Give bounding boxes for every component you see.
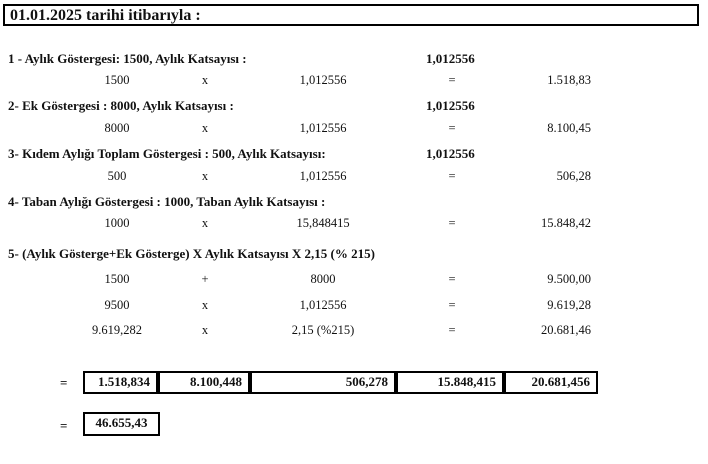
total-cell-3: 506,278 — [250, 371, 396, 394]
section-3-row-1-operand-b: 1,012556 — [299, 169, 347, 183]
section-2-coefficient: 1,012556 — [426, 98, 475, 113]
section-5-row-2-operator: x — [201, 298, 209, 312]
section-1-row-1-result: 1.518,83 — [547, 73, 591, 87]
section-5-row-3-operand-a: 9.619,282 — [92, 323, 142, 337]
section-2-title: 2- Ek Göstergesi : 8000, Aylık Katsayısı : — [8, 98, 234, 113]
section-5-row-3-result: 20.681,46 — [541, 323, 591, 337]
total-cell-4: 15.848,415 — [396, 371, 504, 394]
section-5-row-1-result: 9.500,00 — [547, 272, 591, 286]
section-4-row-1-equals: = — [448, 216, 456, 230]
total-cell-1: 1.518,834 — [83, 371, 158, 394]
section-1-row-1-operand-b: 1,012556 — [299, 73, 347, 87]
section-1-row-1-operator: x — [201, 73, 209, 87]
section-5-row-1-operand-a: 1500 — [104, 272, 130, 286]
section-4-row-1-operand-a: 1000 — [104, 216, 130, 230]
section-5-row-1-operator: + — [201, 272, 209, 286]
section-2-row-1-result: 8.100,45 — [547, 121, 591, 135]
section-5-row-3-equals: = — [448, 323, 456, 337]
total-cell-2: 8.100,448 — [158, 371, 250, 394]
section-5-row-1-equals: = — [448, 272, 456, 286]
section-4-row-1-operand-b: 15,848415 — [296, 216, 350, 230]
section-5-row-2-operand-b: 1,012556 — [299, 298, 347, 312]
section-2-row-1-operator: x — [201, 121, 209, 135]
section-1-coefficient: 1,012556 — [426, 51, 475, 66]
section-3-title: 3- Kıdem Aylığı Toplam Göstergesi : 500, Aylık Katsayısı: — [8, 146, 326, 161]
section-2-row-1-operand-a: 8000 — [104, 121, 130, 135]
section-5-row-2-equals: = — [448, 298, 456, 312]
section-1-row-1-operand-a: 1500 — [104, 73, 130, 87]
section-5-row-3-operand-b: 2,15 (%215) — [291, 323, 355, 337]
section-3-row-1-operand-a: 500 — [107, 169, 127, 183]
grand-total-equals-sign: = — [60, 418, 68, 433]
section-4-row-1-operator: x — [201, 216, 209, 230]
section-3-row-1-result: 506,28 — [556, 169, 591, 183]
section-2-row-1-operand-b: 1,012556 — [299, 121, 347, 135]
section-3-row-1-equals: = — [448, 169, 456, 183]
section-1-title: 1 - Aylık Göstergesi: 1500, Aylık Katsayısı : — [8, 51, 247, 66]
section-5-title: 5- (Aylık Gösterge+Ek Gösterge) X Aylık Katsayısı X 2,15 (% 215) — [8, 246, 375, 261]
section-2-row-1-equals: = — [448, 121, 456, 135]
totals-equals-sign: = — [60, 375, 68, 390]
grand-total-value: 46.655,43 — [83, 412, 160, 436]
section-5-row-2-operand-a: 9500 — [104, 298, 130, 312]
section-3-row-1-operator: x — [201, 169, 209, 183]
section-4-title: 4- Taban Aylığı Göstergesi : 1000, Taban Aylık Katsayısı : — [8, 194, 326, 209]
section-1-row-1-equals: = — [448, 73, 456, 87]
section-3-coefficient: 1,012556 — [426, 146, 475, 161]
section-5-row-2-result: 9.619,28 — [547, 298, 591, 312]
section-5-row-1-operand-b: 8000 — [310, 272, 336, 286]
total-cell-5: 20.681,456 — [504, 371, 598, 394]
section-4-row-1-result: 15.848,42 — [541, 216, 591, 230]
section-5-row-3-operator: x — [201, 323, 209, 337]
page-title: 01.01.2025 tarihi itibarıyla : — [3, 4, 699, 26]
